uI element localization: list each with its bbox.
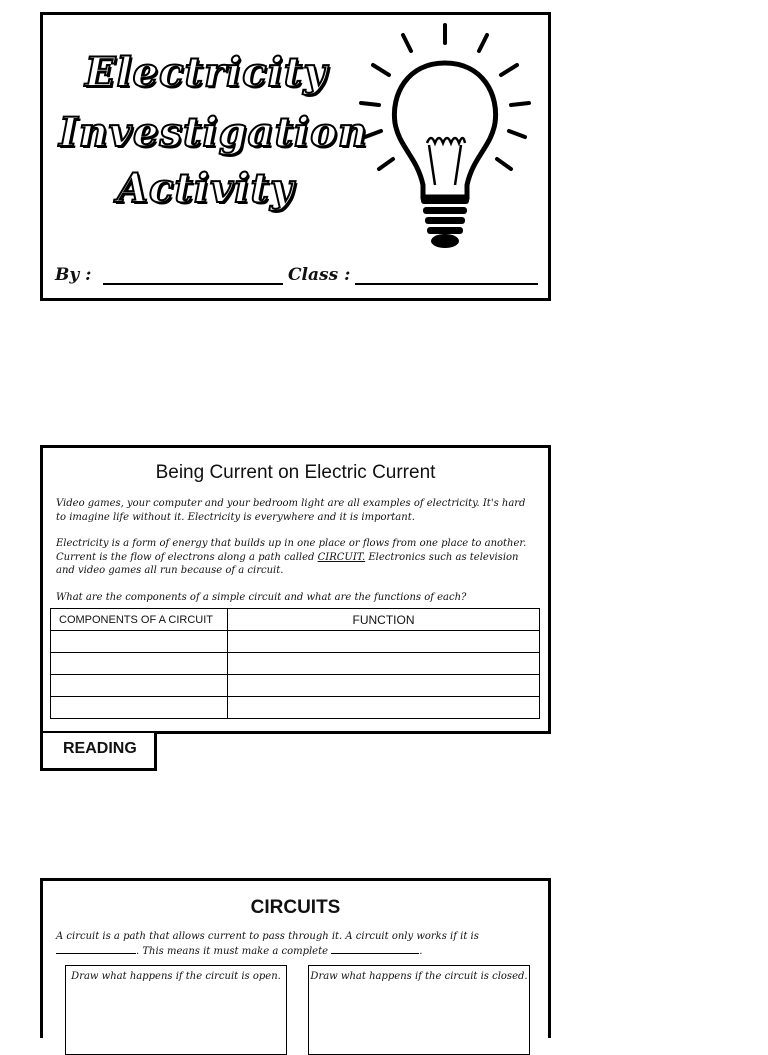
- table-cell[interactable]: [228, 653, 540, 675]
- class-label: Class :: [288, 265, 351, 285]
- table-cell[interactable]: [51, 697, 228, 719]
- table-cell[interactable]: [228, 697, 540, 719]
- table-row: [51, 697, 540, 719]
- circuits-card: [40, 878, 551, 1038]
- paragraph-text: Electricity is a form of energy that builds up in one place or flows from one place to another. Current is the flow of electrons along a path called: [56, 538, 527, 563]
- title-electricity: Electricity: [85, 49, 328, 96]
- by-label: By :: [55, 265, 92, 285]
- blank-closed[interactable]: [56, 944, 136, 954]
- lightbulb-icon: [355, 21, 535, 253]
- closed-circuit-drawing-box[interactable]: [308, 965, 530, 1055]
- blank-complete[interactable]: [331, 944, 419, 954]
- class-blank[interactable]: [355, 283, 538, 285]
- components-table: [50, 608, 540, 719]
- title-investigation: Investigation: [59, 109, 368, 156]
- table-row: [51, 631, 540, 653]
- reading-card: [40, 445, 551, 734]
- table-cell[interactable]: [51, 675, 228, 697]
- title-activity: Activity: [117, 165, 295, 212]
- reading-paragraph-1: Video games, your computer and your bedroom light are all examples of electricity. It's hard to imagine life without it. Electricity is everywhere and it is important.: [56, 498, 526, 523]
- reading-title: Being Current on Electric Current: [155, 462, 436, 483]
- table-header-row: [51, 609, 540, 631]
- table-cell[interactable]: [228, 675, 540, 697]
- table-row: [51, 653, 540, 675]
- closed-circuit-prompt: Draw what happens if the circuit is closed.: [310, 971, 528, 982]
- circuit-keyword: CIRCUIT.: [317, 551, 366, 563]
- name-blank[interactable]: [103, 283, 283, 285]
- components-question: What are the components of a simple circuit and what are the functions of each?: [56, 592, 467, 603]
- reading-paragraph-2: [56, 537, 534, 578]
- header-function: FUNCTION: [228, 609, 540, 631]
- circuits-paragraph: A circuit is a path that allows current to pass through it. A circuit only works if it is . This means it must make a complete .: [56, 931, 479, 957]
- reading-tab-label: READING: [63, 740, 137, 757]
- reading-tab: [40, 733, 157, 771]
- table-cell[interactable]: [51, 631, 228, 653]
- cover-card: [40, 12, 551, 301]
- table-cell[interactable]: [51, 653, 228, 675]
- open-circuit-prompt: Draw what happens if the circuit is open.: [71, 971, 281, 982]
- table-cell[interactable]: [228, 631, 540, 653]
- paragraph-text: A circuit is a path that allows current to pass through it. A circuit only works if it is: [56, 931, 479, 942]
- header-components: COMPONENTS OF A CIRCUIT: [51, 609, 228, 631]
- table-row: [51, 675, 540, 697]
- circuits-title: CIRCUITS: [250, 897, 341, 918]
- open-circuit-drawing-box[interactable]: [65, 965, 287, 1055]
- paragraph-text: . This means it must make a complete: [136, 945, 329, 957]
- paragraph-text: Electronics such as television and video games all run because of a circuit.: [56, 551, 519, 576]
